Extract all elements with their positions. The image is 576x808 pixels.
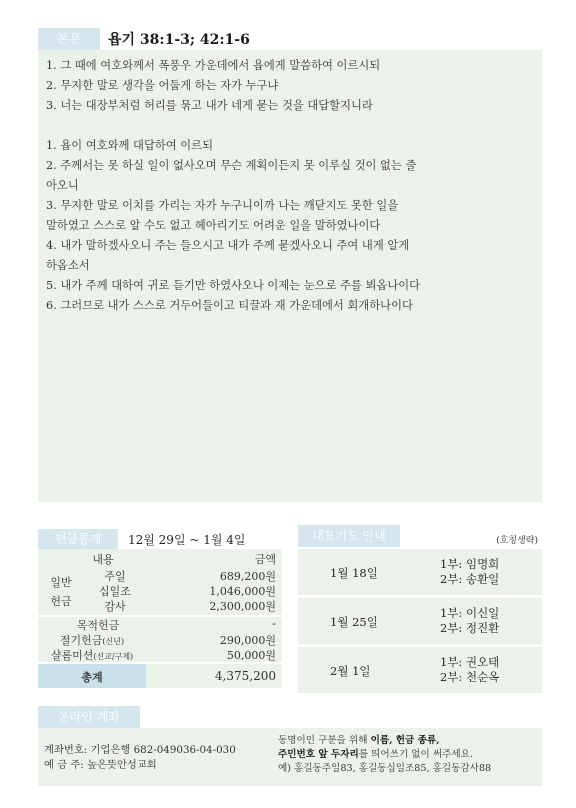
row-amount: 2,300,000원: [209, 600, 276, 613]
total-label: 총계: [81, 671, 103, 684]
prayer-header: [298, 525, 542, 547]
online-tag: 온라인 계좌: [38, 706, 140, 728]
column-amount-header: 금액: [254, 553, 276, 566]
prayer-names: [440, 557, 499, 587]
prayer-names: [440, 655, 499, 685]
general-offering-group: [38, 567, 282, 615]
verse-line: 4. 내가 말하겠사오니 주는 들으시고 내가 주께 묻겠사오니 주여 내게 알게: [46, 239, 410, 252]
prayer-date: 1월 18일: [330, 566, 378, 580]
offering-table: [38, 549, 282, 692]
prayer-note: (호칭생략): [496, 536, 538, 546]
offering-header-row: [38, 549, 282, 567]
prayer-table: [298, 549, 542, 693]
verse-line: 1. 욥이 여호와께 대답하여 이르되: [46, 139, 214, 152]
prayer-date: 2월 1일: [330, 664, 371, 678]
guide-text: 동명이인 구분을 위해: [278, 735, 371, 746]
total-row: [38, 664, 282, 688]
general-label-top: 일반: [50, 576, 72, 589]
row-amount: 1,046,000원: [209, 585, 276, 598]
verse-line: 1. 그 때에 여호와께서 폭풍우 가운데에서 욥에게 말씀하여 이르시되: [46, 59, 381, 72]
verse-line: 3. 너는 대장부처럼 허리를 묶고 내가 네게 묻는 것을 대답할지니라: [46, 99, 373, 112]
scripture-panel: [38, 50, 542, 502]
prayer-second-service: 2부: 송환일: [440, 572, 500, 586]
row-note: (선교/구제): [93, 652, 134, 661]
prayer-date: 1월 25일: [330, 615, 378, 629]
verse-line: 2. 무지한 말로 생각을 어둡게 하는 자가 누구냐: [46, 79, 279, 92]
row-amount: 290,000원: [219, 634, 276, 647]
guide-text: 를 띄어쓰기 없이 써주세요.: [358, 749, 473, 760]
row-label: 절기헌금: [59, 634, 103, 647]
guide-line: [278, 734, 491, 748]
deposit-guide: [278, 734, 491, 776]
verse-line: 2. 주께서는 못 하실 일이 없사오며 무슨 계획이든지 못 이루실 것이 없는 줄: [46, 159, 417, 172]
guide-line: [278, 748, 491, 762]
offering-date-range: 12월 29일 ~ 1월 4일: [128, 533, 246, 547]
column-item-header: 내용: [92, 553, 114, 566]
online-panel: [38, 728, 542, 786]
account-number: 계좌번호: 기업은행 682-049036-04-030: [44, 744, 236, 756]
row-label: 주일: [104, 570, 126, 583]
prayer-row: [298, 598, 542, 644]
table-row: [38, 632, 282, 647]
account-info: [44, 743, 236, 773]
verse-gap: [46, 116, 536, 136]
table-row: [38, 647, 282, 662]
scripture-header: [38, 28, 542, 50]
row-amount: 689,200원: [219, 570, 276, 583]
guide-example: 예) 홍길동주일83, 홍길동십일조85, 홍길동감사88: [278, 763, 492, 774]
prayer-row: [298, 647, 542, 693]
row-amount: 50,000원: [226, 649, 276, 662]
offering-header: [38, 529, 270, 549]
verse-line: 하옵소서: [46, 259, 90, 272]
table-row: [38, 617, 282, 632]
prayer-first-service: 1부: 권오태: [440, 655, 500, 669]
scripture-tag: 본문: [38, 28, 100, 50]
row-label: 목적헌금: [76, 619, 120, 632]
scripture-reference: 욥기 38:1-3; 42:1-6: [108, 32, 250, 48]
guide-emphasis: 이름, 헌금 종류,: [370, 735, 440, 746]
row-label-group: [38, 632, 146, 648]
prayer-names: [440, 606, 499, 636]
verse-line: 3. 무지한 말로 이치를 가리는 자가 누구니이까 나는 깨닫지도 못한 일을: [46, 199, 399, 212]
row-label: 샬롬미션: [50, 649, 94, 662]
prayer-tag: 대표기도 안내: [298, 525, 400, 547]
row-label: 십일조: [99, 585, 131, 598]
account-holder: 예 금 주: 높은뜻안성교회: [44, 759, 157, 771]
row-amount: -: [272, 617, 276, 630]
prayer-first-service: 1부: 임명희: [440, 557, 500, 571]
total-label-cell: [38, 664, 146, 688]
offering-tag: 헌금통계: [38, 529, 118, 549]
row-label-group: [38, 647, 146, 663]
general-label-bottom: 헌금: [50, 595, 72, 608]
online-header: [38, 706, 542, 728]
verse-line: 6. 그러므로 내가 스스로 거두어들이고 티끌과 재 가운데에서 회개하나이다: [46, 299, 413, 312]
prayer-second-service: 2부: 정진환: [440, 621, 500, 635]
prayer-row: [298, 549, 542, 595]
verse-line: 아오니: [46, 179, 79, 192]
verse-list: [46, 56, 536, 316]
row-label: 감사: [104, 600, 126, 613]
row-note: (신년): [102, 637, 125, 646]
total-amount: 4,375,200: [214, 669, 276, 683]
verse-line: 말하였고 스스로 알 수도 없고 헤아리기도 어려운 일을 말하였나이다: [46, 219, 381, 232]
verse-line: 5. 내가 주께 대하여 귀로 듣기만 하였사오나 이제는 눈으로 주를 뵈옵나이다: [46, 279, 421, 292]
guide-emphasis: 주민번호 앞 두자리: [278, 749, 359, 760]
prayer-second-service: 2부: 천순옥: [440, 670, 500, 684]
prayer-first-service: 1부: 이신일: [440, 606, 500, 620]
